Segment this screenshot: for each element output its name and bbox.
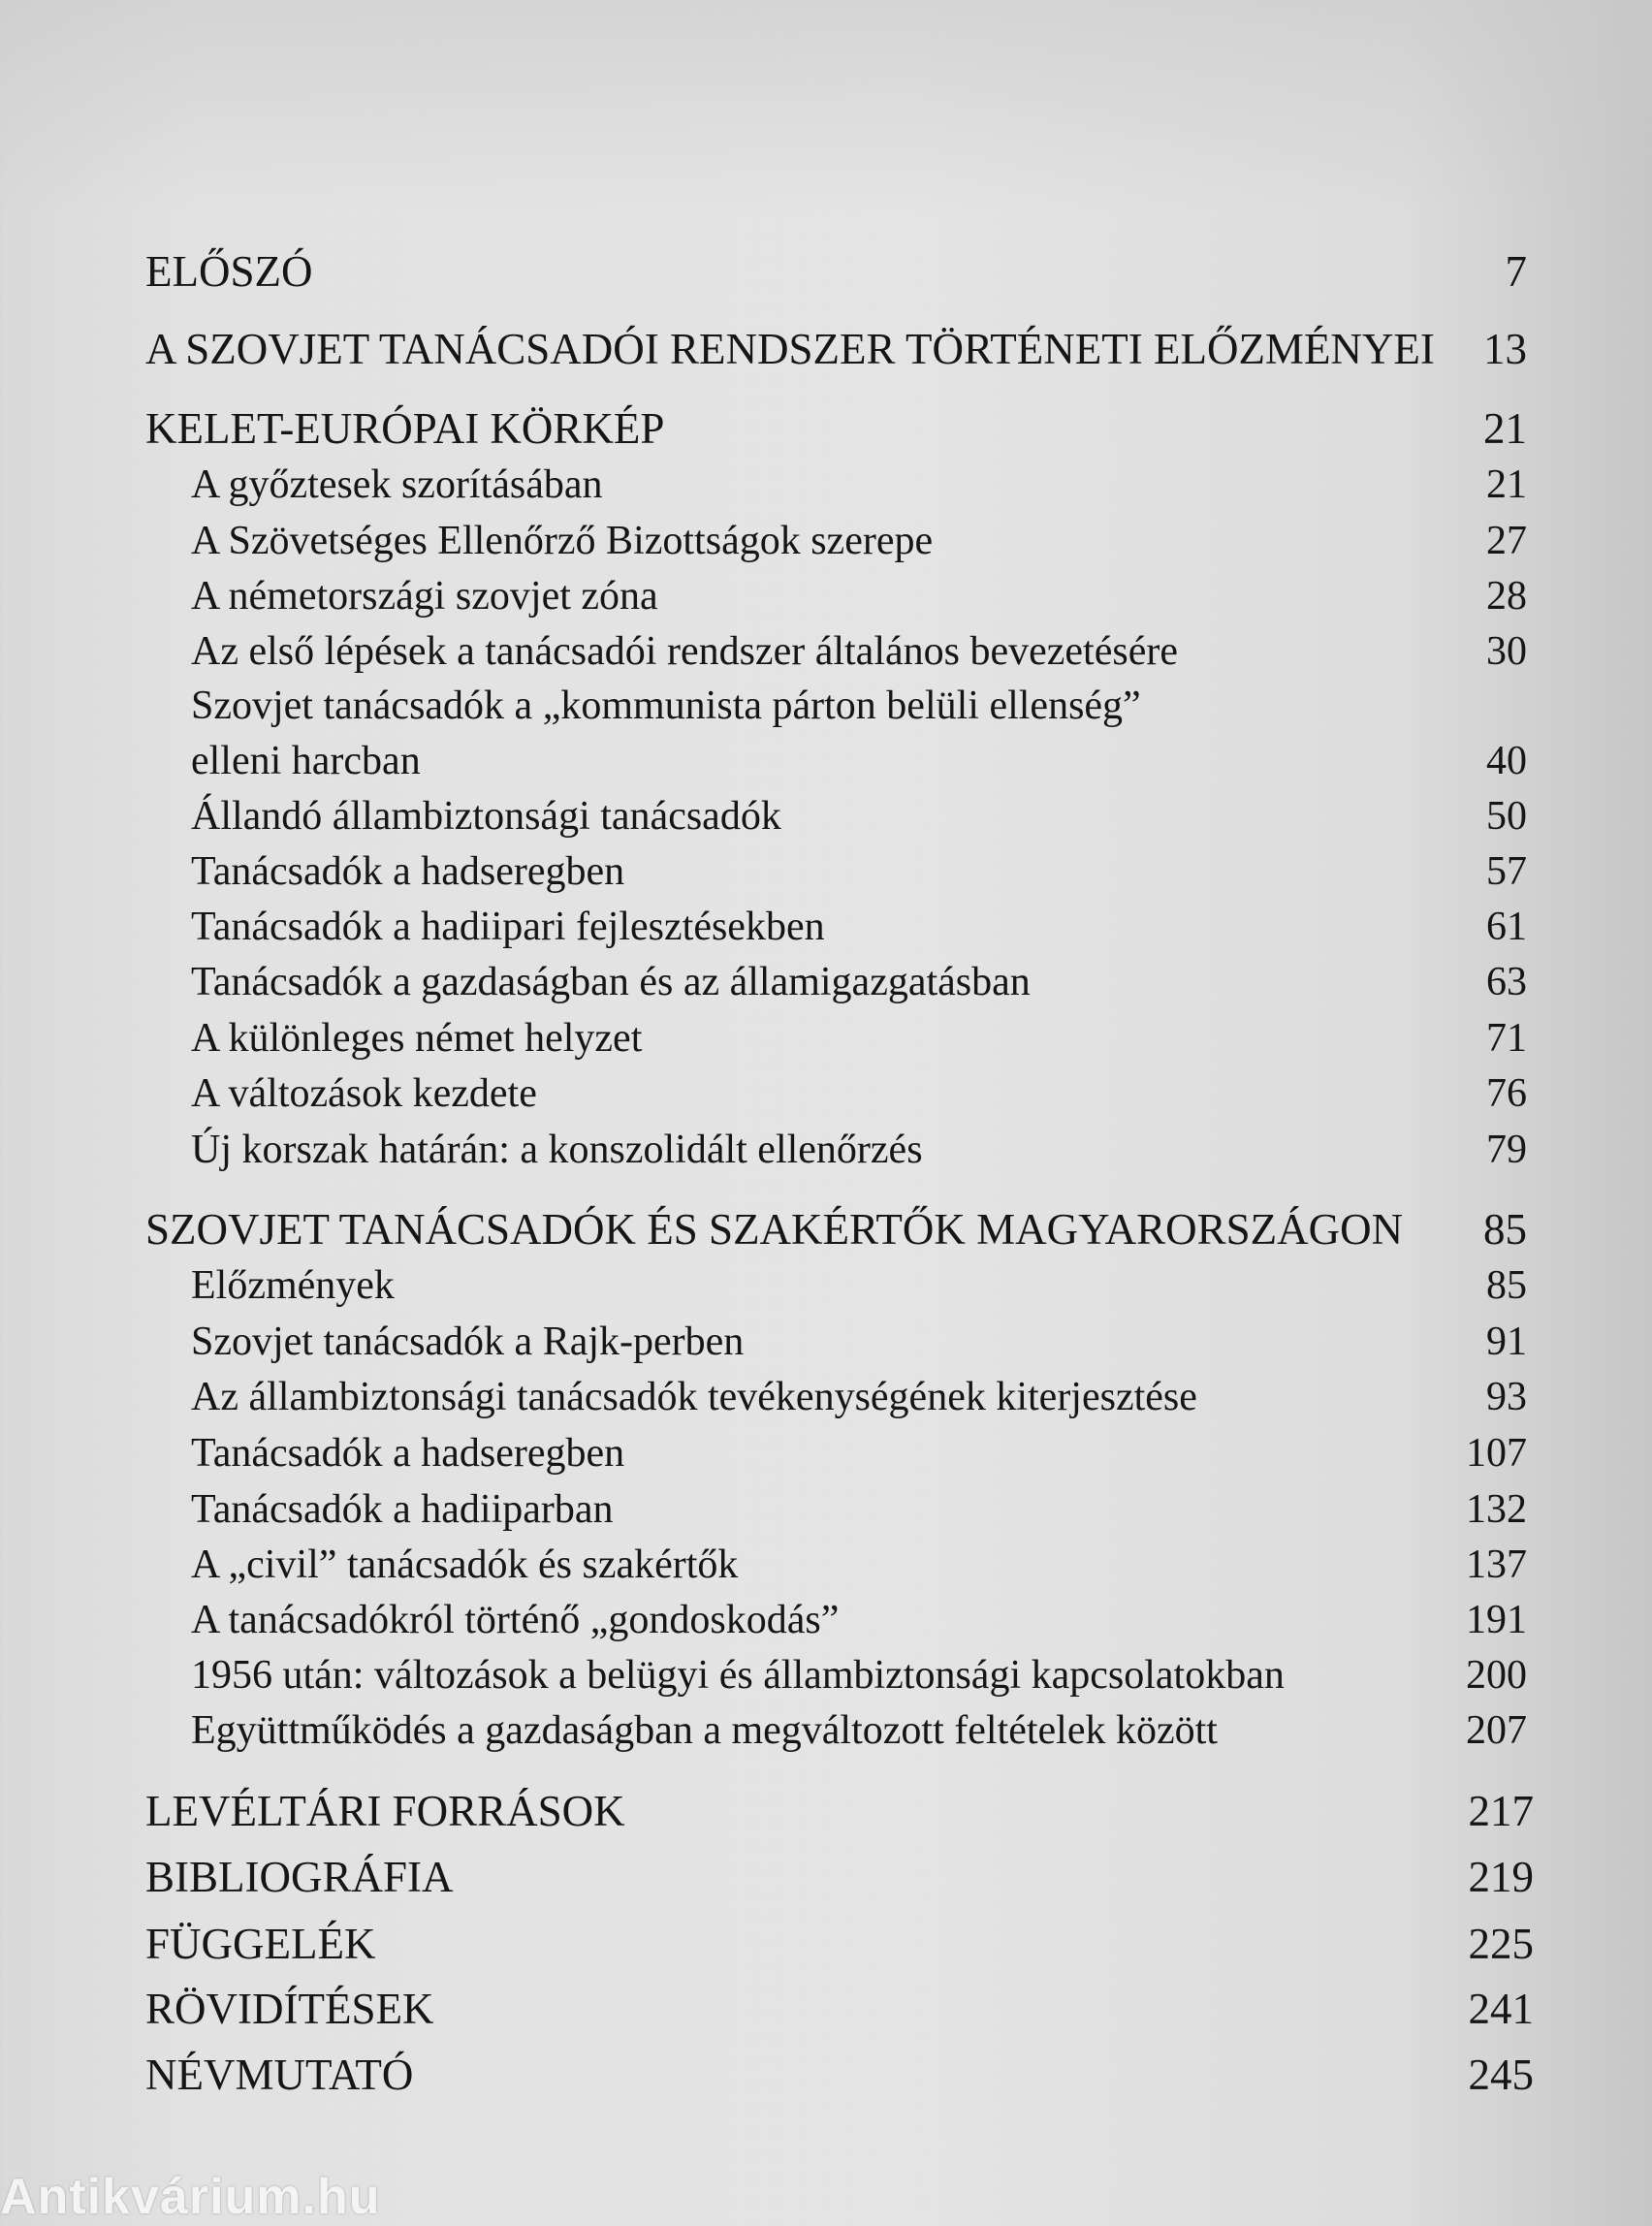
toc-title: A győztesek szorításában [191,462,603,507]
toc-page-number: 21 [1486,462,1527,507]
toc-title: Új korszak határán: a konszolidált ellenőrzés [191,1128,923,1172]
toc-page-number: 132 [1466,1487,1527,1532]
toc-title: RÖVIDÍTÉSEK [145,1985,434,2033]
toc-entry-section [191,624,1527,679]
toc-page-number: 191 [1466,1598,1527,1642]
toc-title: A SZOVJET TANÁCSADÓI RENDSZER TÖRTÉNETI ELŐZMÉNYEI [145,325,1435,373]
toc-entry-section [191,1066,1527,1121]
toc-title: BIBLIOGRÁFIA [145,1853,454,1901]
toc-title: Szovjet tanácsadók a „kommunista párton belüli ellenség” [191,684,1141,728]
toc-title: Az első lépések a tanácsadói rendszer általános bevezetésére [191,629,1178,674]
toc-entry-section [191,569,1527,623]
toc-entry-chapter [145,244,1527,299]
toc-title: KELET-EURÓPAI KÖRKÉP [145,404,665,453]
toc-entry-section [191,734,1527,788]
toc-entry-chapter [145,401,1527,456]
toc-title: Előzmények [191,1263,395,1308]
toc-title: ELŐSZÓ [145,247,313,296]
toc-title: Állandó állambiztonsági tanácsadók [191,794,781,839]
toc-page-number: 200 [1466,1653,1527,1698]
toc-title: Tanácsadók a hadiipari fejlesztésekben [191,905,825,949]
toc-entry-section [191,1538,1527,1592]
toc-page-number: 245 [1468,2051,1534,2099]
toc-title: LEVÉLTÁRI FORRÁSOK [145,1787,625,1835]
toc-title: elleni harcban [191,739,421,783]
toc-title: Tanácsadók a hadseregben [191,1431,625,1476]
toc-page-number: 225 [1468,1920,1534,1968]
toc-page-number: 107 [1466,1431,1527,1476]
toc-entry-chapter [145,2048,1534,2102]
toc-page-number: 13 [1483,325,1527,373]
toc-entry-section [191,955,1527,1009]
toc-entry-section [191,789,1527,843]
toc-entry-chapter [145,322,1527,376]
toc-page-number: 241 [1468,1985,1534,2033]
toc-entry-section [191,844,1527,899]
toc-entry-chapter [145,1202,1527,1256]
toc-entry-section [191,1482,1527,1537]
toc-page-number: 7 [1505,247,1527,296]
toc-page-number: 63 [1486,960,1527,1004]
toc-title: Tanácsadók a hadiiparban [191,1487,614,1532]
toc-title: A különleges német helyzet [191,1016,643,1061]
toc-entry-section [191,1258,1527,1313]
toc-page-number: 71 [1486,1016,1527,1061]
toc-entry-section [191,1426,1527,1480]
toc-title: Tanácsadók a gazdaságban és az államigazgatásban [191,960,1031,1004]
toc-page-number: 219 [1468,1853,1534,1901]
toc-entry-section [191,1370,1527,1424]
toc-page-number: 50 [1486,794,1527,839]
toc-entry-section [191,1123,1527,1177]
toc-page-number: 28 [1486,574,1527,619]
toc-page-number: 91 [1486,1320,1527,1364]
toc-title: Együttműködés a gazdaságban a megváltozott feltételek között [191,1708,1218,1753]
toc-title: SZOVJET TANÁCSADÓK ÉS SZAKÉRTŐK MAGYARORSZÁGON [145,1205,1404,1254]
watermark: Antikvárium.hu [0,2169,381,2225]
toc-entry-section [191,1011,1527,1065]
toc-page-number: 21 [1483,404,1527,453]
toc-page-number: 61 [1486,905,1527,949]
toc-page-number: 76 [1486,1071,1527,1116]
toc-title: FÜGGELÉK [145,1920,376,1968]
toc-title: A tanácsadókról történő „gondoskodás” [191,1598,840,1642]
toc-title: Az állambiztonsági tanácsadók tevékenységének kiterjesztése [191,1375,1197,1419]
toc-entry-section [191,514,1527,568]
toc-page-number: 93 [1486,1375,1527,1419]
toc-title: Tanácsadók a hadseregben [191,849,625,894]
toc-title: NÉVMUTATÓ [145,2051,414,2099]
toc-page-number: 40 [1486,739,1527,783]
toc-entry-section [191,1315,1527,1369]
toc-title: A változások kezdete [191,1071,537,1116]
toc-page-number: 30 [1486,629,1527,674]
toc-title: A Szövetséges Ellenőrző Bizottságok szerepe [191,519,934,563]
toc-page-number: 217 [1468,1787,1534,1835]
toc-entry-section [191,679,1527,733]
toc-page-number: 137 [1466,1542,1527,1587]
toc-page-number: 85 [1486,1263,1527,1308]
toc-entry-chapter [145,1982,1534,2036]
toc-title: Szovjet tanácsadók a Rajk-perben [191,1320,745,1364]
page-shadow [0,0,1652,213]
toc-entry-chapter [145,1784,1534,1838]
toc-title: 1956 után: változások a belügyi és állambiztonsági kapcsolatokban [191,1653,1285,1698]
toc-entry-chapter [145,1917,1534,1971]
toc-entry-section [191,458,1527,512]
toc-entry-section [191,1593,1527,1647]
toc-entry-section [191,1703,1527,1758]
toc-page-number: 57 [1486,849,1527,894]
toc-page-number: 79 [1486,1128,1527,1172]
toc-entry-section [191,900,1527,954]
toc-page-number: 27 [1486,519,1527,563]
toc-page-number: 207 [1466,1708,1527,1753]
toc-page-number: 85 [1483,1205,1527,1254]
toc-entry-section [191,1648,1527,1702]
toc-title: A németországi szovjet zóna [191,574,658,619]
toc-title: A „civil” tanácsadók és szakértők [191,1542,739,1587]
toc-entry-chapter [145,1850,1534,1904]
